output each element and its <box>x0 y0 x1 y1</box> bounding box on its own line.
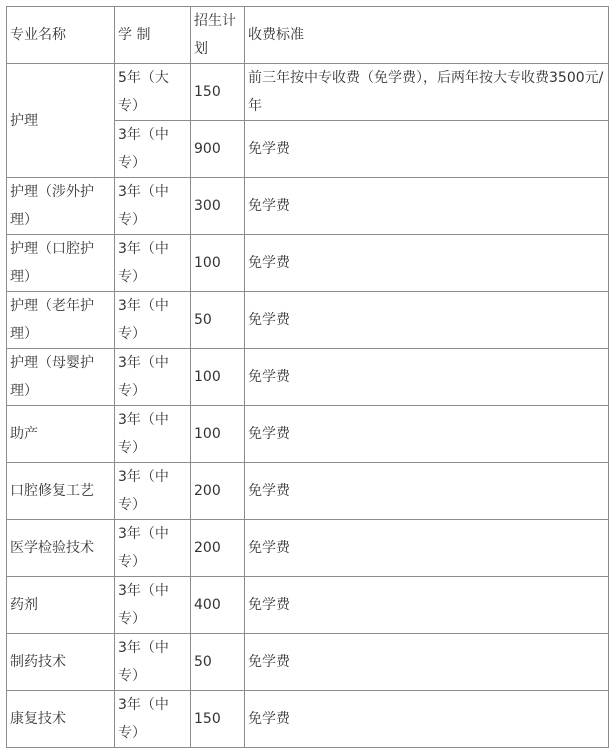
cell-quota: 200 <box>191 520 245 577</box>
cell-duration: 3年（中专） <box>115 349 191 406</box>
cell-quota: 50 <box>191 634 245 691</box>
cell-major: 护理（涉外护理） <box>7 178 115 235</box>
header-duration: 学 制 <box>115 7 191 64</box>
cell-duration: 5年（大专） <box>115 64 191 121</box>
table-row <box>7 292 609 349</box>
cell-fee: 免学费 <box>245 235 609 292</box>
cell-major: 护理 <box>7 64 115 178</box>
table-row <box>7 691 609 748</box>
cell-quota: 300 <box>191 178 245 235</box>
cell-quota: 200 <box>191 463 245 520</box>
header-row <box>7 7 609 64</box>
cell-quota: 900 <box>191 121 245 178</box>
table-row <box>7 577 609 634</box>
cell-major: 口腔修复工艺 <box>7 463 115 520</box>
cell-quota: 100 <box>191 235 245 292</box>
cell-major: 康复技术 <box>7 691 115 748</box>
table-row <box>7 235 609 292</box>
cell-major: 护理（母婴护理） <box>7 349 115 406</box>
cell-duration: 3年（中专） <box>115 634 191 691</box>
cell-fee: 免学费 <box>245 577 609 634</box>
table-row <box>7 349 609 406</box>
cell-fee: 免学费 <box>245 463 609 520</box>
cell-duration: 3年（中专） <box>115 691 191 748</box>
cell-duration: 3年（中专） <box>115 406 191 463</box>
enrollment-fee-table <box>6 6 609 748</box>
cell-fee: 免学费 <box>245 292 609 349</box>
cell-fee: 前三年按中专收费（免学费），后两年按大专收费3500元/年 <box>245 64 609 121</box>
cell-duration: 3年（中专） <box>115 520 191 577</box>
header-quota: 招生计划 <box>191 7 245 64</box>
cell-quota: 100 <box>191 349 245 406</box>
cell-duration: 3年（中专） <box>115 121 191 178</box>
cell-fee: 免学费 <box>245 349 609 406</box>
cell-quota: 150 <box>191 691 245 748</box>
table-row <box>7 64 609 121</box>
cell-duration: 3年（中专） <box>115 463 191 520</box>
cell-fee: 免学费 <box>245 520 609 577</box>
cell-major: 护理（老年护理） <box>7 292 115 349</box>
header-fee: 收费标准 <box>245 7 609 64</box>
cell-fee: 免学费 <box>245 406 609 463</box>
cell-fee: 免学费 <box>245 634 609 691</box>
cell-fee: 免学费 <box>245 121 609 178</box>
table-row <box>7 178 609 235</box>
cell-fee: 免学费 <box>245 691 609 748</box>
cell-quota: 400 <box>191 577 245 634</box>
table-row <box>7 634 609 691</box>
cell-major: 制药技术 <box>7 634 115 691</box>
cell-quota: 50 <box>191 292 245 349</box>
cell-major: 医学检验技术 <box>7 520 115 577</box>
header-major: 专业名称 <box>7 7 115 64</box>
cell-major: 药剂 <box>7 577 115 634</box>
cell-duration: 3年（中专） <box>115 178 191 235</box>
cell-duration: 3年（中专） <box>115 235 191 292</box>
cell-duration: 3年（中专） <box>115 292 191 349</box>
table-row <box>7 406 609 463</box>
table-row <box>7 520 609 577</box>
cell-fee: 免学费 <box>245 178 609 235</box>
cell-quota: 150 <box>191 64 245 121</box>
cell-duration: 3年（中专） <box>115 577 191 634</box>
cell-major: 护理（口腔护理） <box>7 235 115 292</box>
cell-quota: 100 <box>191 406 245 463</box>
cell-major: 助产 <box>7 406 115 463</box>
table-row <box>7 463 609 520</box>
